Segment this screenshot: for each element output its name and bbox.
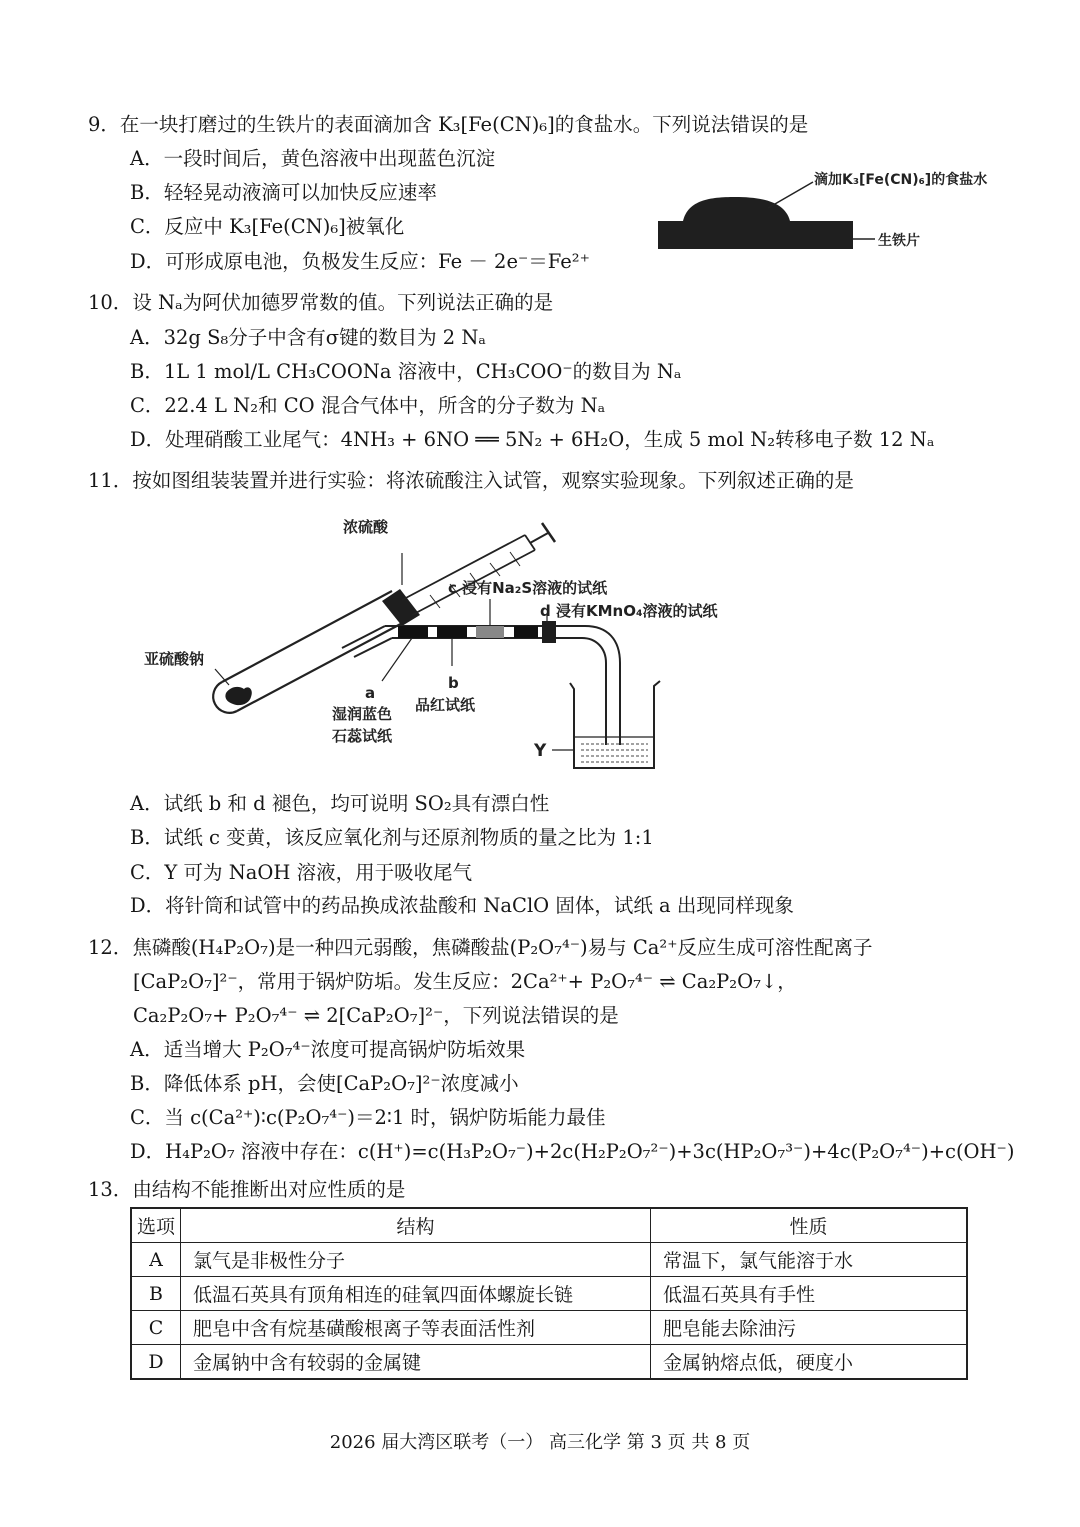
label-b-letter: b — [448, 674, 459, 692]
header-option: 选项 — [131, 1208, 181, 1243]
table-row — [131, 1277, 967, 1311]
sodium-sulfite-solid — [225, 687, 251, 705]
q12-stem-line3: Ca₂P₂O₇+ P₂O₇⁴⁻ ⇌ 2[CaP₂O₇]²⁻，下列说法错误的是 — [133, 1004, 619, 1027]
q12-option-b: B．降低体系 pH，会使[CaP₂O₇]²⁻浓度减小 — [130, 1072, 519, 1095]
q11-option-a: A．试纸 b 和 d 褪色，均可说明 SO₂具有漂白性 — [130, 792, 550, 815]
end-stopper — [542, 621, 556, 643]
table-row — [131, 1311, 967, 1345]
row-structure: 氯气是非极性分子 — [181, 1243, 651, 1277]
row-structure: 肥皂中含有烷基磺酸根离子等表面活性剂 — [181, 1311, 651, 1345]
row-property: 低温石英具有手性 — [651, 1277, 968, 1311]
label-y: Y — [534, 741, 547, 761]
row-property: 肥皂能去除油污 — [651, 1311, 968, 1345]
table-row — [131, 1345, 967, 1380]
label-paper-c: c 浸有Na₂S溶液的试纸 — [448, 579, 608, 597]
label-conc-sulfuric-acid: 浓硫酸 — [343, 518, 389, 536]
page-footer: 2026 届大湾区联考（一） 高三化学 第 3 页 共 8 页 — [329, 1432, 751, 1453]
paper-b — [437, 626, 467, 638]
q11-stem: 11．按如图组装装置并进行实验：将浓硫酸注入试管，观察实验现象。下列叙述正确的是 — [88, 469, 854, 492]
delivery-tube — [556, 626, 620, 745]
row-property: 金属钠熔点低，硬度小 — [651, 1345, 968, 1380]
label-a-line2: 石蕊试纸 — [332, 727, 393, 745]
label-b-paper: 品红试纸 — [415, 696, 476, 714]
q9-figure — [650, 160, 1040, 260]
row-option: C — [131, 1311, 181, 1345]
q12-stem-line2: [CaP₂O₇]²⁻，常用于锅炉防垢。发生反应：2Ca²⁺+ P₂O₇⁴⁻ ⇌ Ca₂P₂O₇↓， — [133, 970, 797, 993]
q10-option-c: C．22.4 L N₂和 CO 混合气体中，所含的分子数为 Nₐ — [130, 394, 606, 417]
q9-option-b: B．轻轻晃动液滴可以加快反应速率 — [130, 181, 437, 204]
sheet-label: 生铁片 — [878, 233, 920, 249]
label-sodium-sulfite: 亚硫酸钠 — [144, 650, 205, 668]
row-structure: 低温石英具有顶角相连的硅氧四面体螺旋长链 — [181, 1277, 651, 1311]
row-property: 常温下，氯气能溶于水 — [651, 1243, 968, 1277]
q13-stem: 13．由结构不能推断出对应性质的是 — [88, 1178, 406, 1201]
row-option: A — [131, 1243, 181, 1277]
test-tube — [213, 591, 410, 713]
paper-a — [398, 626, 428, 638]
cast-iron-sheet — [658, 221, 853, 249]
q10-option-a: A．32g S₈分子中含有σ键的数目为 2 Nₐ — [130, 326, 486, 349]
q11-option-b: B．试纸 c 变黄，该反应氧化剂与还原剂物质的量之比为 1:1 — [130, 826, 654, 849]
label-paper-d: d 浸有KMnO₄溶液的试纸 — [540, 602, 718, 620]
paper-c — [476, 626, 504, 638]
q10-stem: 10．设 Nₐ为阿伏加德罗常数的值。下列说法正确的是 — [88, 291, 554, 314]
q10-option-b: B．1L 1 mol/L CH₃COONa 溶液中，CH₃COO⁻的数目为 Nₐ — [130, 360, 682, 383]
row-option: D — [131, 1345, 181, 1380]
row-structure: 金属钠中含有较弱的金属键 — [181, 1345, 651, 1380]
q12-option-c: C．当 c(Ca²⁺)∶c(P₂O₇⁴⁻)＝2∶1 时，锅炉防垢能力最佳 — [130, 1106, 606, 1129]
q11-option-d: D．将针筒和试管中的药品换成浓盐酸和 NaClO 固体，试纸 a 出现同样现象 — [130, 894, 794, 917]
q12-stem-line1: 12．焦磷酸(H₄P₂O₇)是一种四元弱酸，焦磷酸盐(P₂O₇⁴⁻)易与 Ca²⁺反应生成可溶性配离子 — [88, 936, 873, 959]
salt-water-drop — [683, 197, 790, 221]
label-a-line1: 湿润蓝色 — [332, 705, 393, 723]
table-header-row — [131, 1208, 967, 1243]
rubber-stopper — [382, 589, 420, 626]
q9-stem: 9．在一块打磨过的生铁片的表面滴加含 K₃[Fe(CN)₆]的食盐水。下列说法错误的是 — [88, 113, 809, 136]
paper-d — [514, 626, 538, 638]
header-property: 性质 — [651, 1208, 968, 1243]
q12-option-d: D．H₄P₂O₇ 溶液中存在：c(H⁺)=c(H₃P₂O₇⁻)+2c(H₂P₂O₇²⁻)+3c(HP₂O₇³⁻)+4c(P₂O₇⁴⁻)+c(OH⁻) — [130, 1140, 1015, 1163]
q12-option-a: A．适当增大 P₂O₇⁴⁻浓度可提高锅炉防垢效果 — [130, 1038, 526, 1061]
q13-table — [130, 1207, 968, 1380]
q10-option-d: D．处理硝酸工业尾气：4NH₃ + 6NO ══ 5N₂ + 6H₂O，生成 5 mol N₂转移电子数 12 Nₐ — [130, 428, 935, 451]
syringe — [402, 523, 555, 615]
q9-option-a: A．一段时间后，黄色溶液中出现蓝色沉淀 — [130, 147, 496, 170]
row-option: B — [131, 1277, 181, 1311]
q9-option-d: D．可形成原电池，负极发生反应：Fe － 2e⁻＝Fe²⁺ — [130, 250, 590, 273]
q11-option-c: C．Y 可为 NaOH 溶液，用于吸收尾气 — [130, 861, 473, 884]
q9-option-c: C．反应中 K₃[Fe(CN)₆]被氧化 — [130, 215, 405, 238]
label-a-letter: a — [365, 684, 376, 702]
table-row — [131, 1243, 967, 1277]
drop-label: 滴加K₃[Fe(CN)₆]的食盐水 — [814, 172, 988, 188]
header-structure: 结构 — [181, 1208, 651, 1243]
q11-apparatus-figure — [130, 505, 890, 785]
beaker — [570, 681, 660, 768]
